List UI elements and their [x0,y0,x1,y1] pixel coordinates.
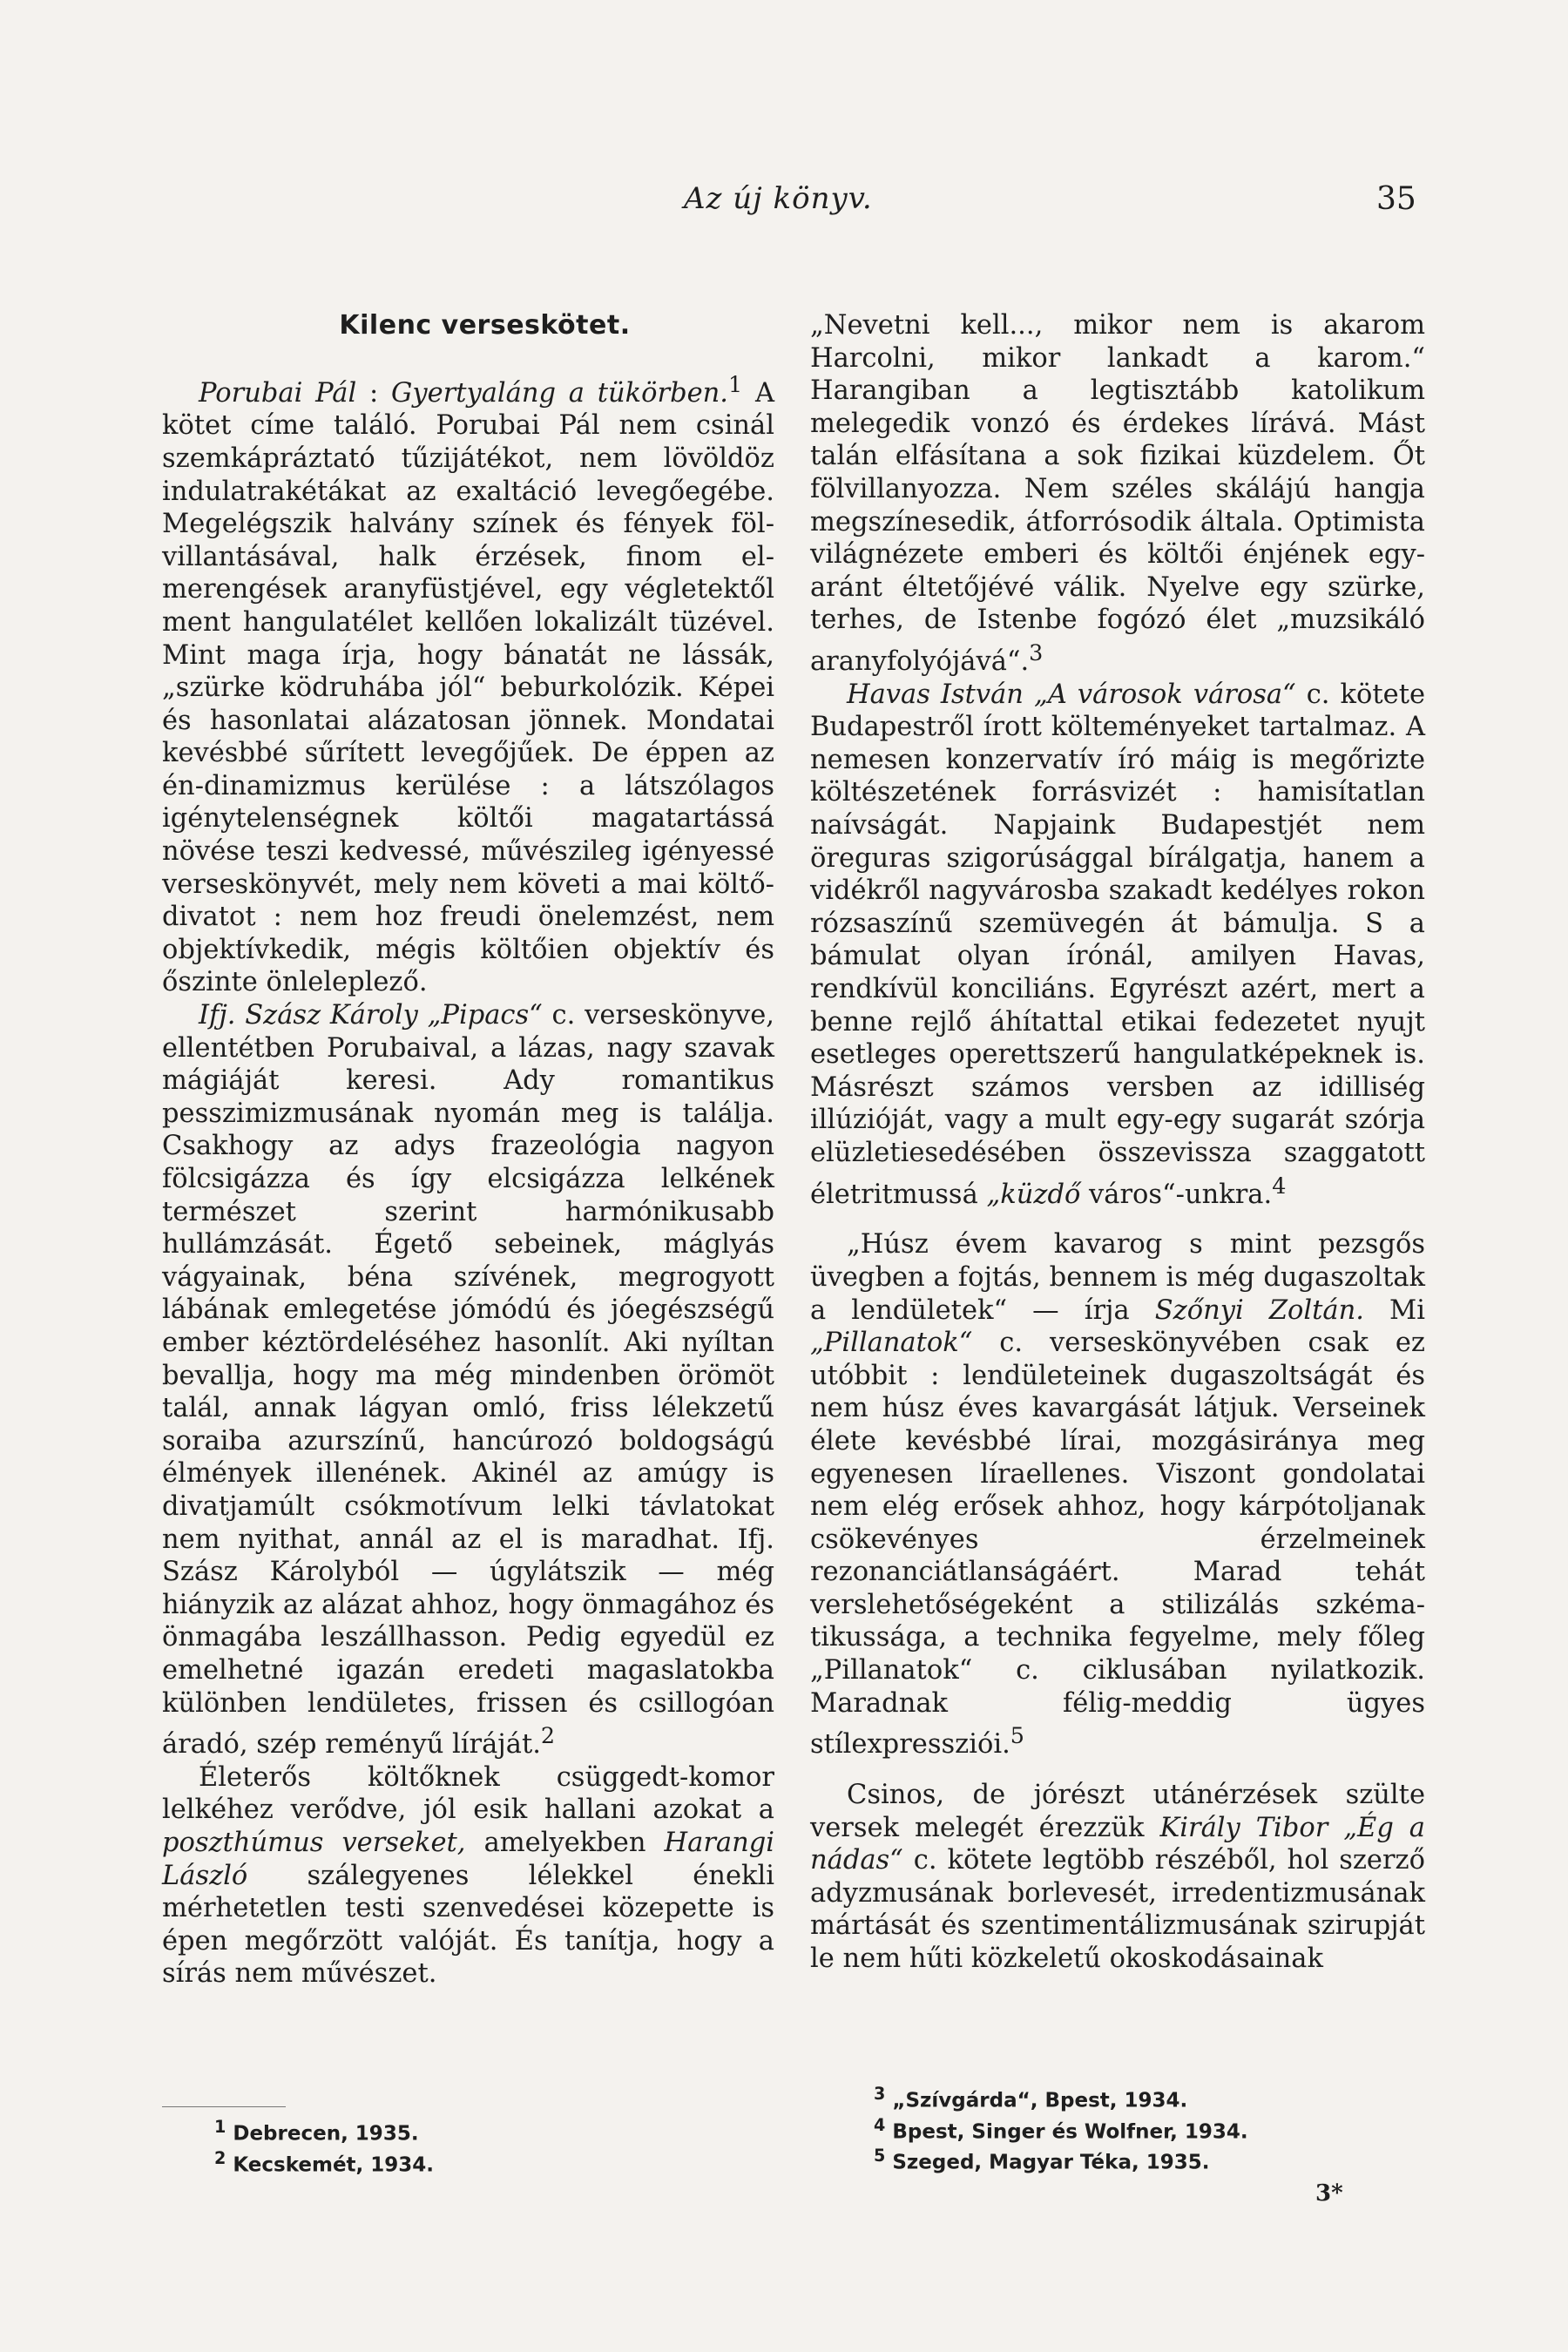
review-szasz: Ifj. Szász Károly „Pipacs“ c. verseskönyve, ellentétben Porubaival, a lázas, nagy szavak mágiáját keresi. Ady romantikus pesszimizmusának nyomán meg is találja. Csakhogy az adys frazeológia nagyon fölcsigázza és így elcsigázza lelkének természet szerint harmónikusabb hullámzását. Égető sebeinek, máglyás vágyainak, béna szívének, megrogyott lábának emlegetése jómódú és jóegészségű ember kéztördeléséhez hasonlít. Aki nyíltan bevallja, hogy ma még mindenben örömöt talál, annak lágyan omló, friss lélekzetű soraiba azurszínű, hancúrozó boldogságú élmények illenének. Akinél az amúgy is divatjamúlt csókmotívum lelki távlatokat nem nyithat, annál az el is maradhat. Ifj. Szász Károlyból — úgylátszik — még hiányzik az alázat ahhoz, hogy önmagához és önmagába leszállhasson. Pedig egyedül ez emelhetné igazán eredeti magaslatokba különben lendületes, frissen és csillogóan áradó, szép reményű líráját.$^2$ [162,1000,775,1761]
book-title: „Ég a nádas“ [810,1812,1425,1876]
author-name: Szőnyi Zoltán. [1154,1294,1364,1326]
footnotes-left [214,2115,434,2177]
footnote: $^1$ Debrecen, 1935. [214,2117,419,2146]
book-title: Gyertyaláng a tükörben. [391,377,729,409]
phrase: poszthúmus verseket, [162,1828,466,1859]
footnote: $^2$ Kecskemét, 1934. [214,2147,435,2177]
book-title: „Pillanatok“ [810,1328,973,1359]
author-name: Porubai Pál [199,377,357,409]
book-title: „Pipacs“ [427,1000,543,1031]
footnote-separator [162,2106,286,2107]
footnote-ref: 4 [1272,1172,1287,1199]
book-title: „A városok városa“ [1034,679,1296,710]
footnote-ref: 1 [728,370,743,397]
review-harangi: Életerős költőknek csüggedt-komor lelkéhez verődve, jól esik hallani azokat a poszthúmus verseket, amelyekben Harangi László szálegyenes lélekkel énekli mérhetetlen testi szenvedései közepette is épen megőrzött valóját. És tanítja, hogy a sírás nem művészet. [162,1761,775,1990]
section-title: Kilenc verseskötet. [339,310,631,341]
footnote-ref: 5 [1010,1722,1024,1749]
signature-mark: 3* [1315,2180,1343,2207]
author-name: Harangi László [162,1828,775,1891]
review-porubai: Porubai Pál : Gyertyaláng a tükörben.$^1$ A kötet címe találó. Porubai Pál nem csinál szemkápráztató tűzijátékot, nem lövöldöz indulatrakétákat az exaltáció levegőegébe. Megelégszik halvány színek és fények fölvillantásával, halk érzések, finom elmerengések aranyfüstjével, egy végletektől ment hangulatélet kellően lokalizált tüzével. Mint maga írja, hogy bánatát ne lássák, „szürke ködruhába jól“ beburkolózik. Képei és hasonlatai alázatosan jönnek. Mondatai kevésbbé sűrített levegőjűek. De éppen az én-dinamizmus kerülése : a látszólagos igénytelenségnek költői magatartássá növése teszi kedvessé, művészileg igényessé verseskönyvét, mely nem követi a mai költő-divatot : nem hoz freudi önelemzést, nem objektívkedik, mégis költőien objektív és őszinte önleleplező. [162,370,774,998]
quote: „küzdő [986,1179,1081,1210]
footnote: $^5$ Szeged, Magyar Téka, 1935. [874,2146,1210,2174]
right-column [810,309,1425,1976]
left-column [162,309,774,1990]
author-name: Ifj. Szász Károly [199,1000,418,1031]
author-name: Király Tibor [1159,1812,1328,1843]
review-kiraly: Csinos, de jórészt utánérzések szülte versek melegét érezzük Király Tibor „Ég a nádas“ c. kötete legtöbb részéből, hol szerző adyzmusának borlevesét, irredentizmusának mártását és szentimentálizmusának szirupját le nem hűti közkeletű okoskodásainak [810,1780,1425,1974]
page-number: 35 [1376,181,1416,217]
review-szonyi: „Húsz évem kavarog s mint pezsgős üvegben a fojtás, bennem is még dugaszoltak a lendületek“ — írja Szőnyi Zoltán. Mi „Pillanatok“ c. verseskönyvében csak ez utóbbit : lendületeinek dugaszoltságát és nem húsz éves kavargását látjuk. Verseinek élete kevésbbé lírai, mozgásiránya meg egyenesen líraellenes. Viszont gondolatai nem elég erősek ahhoz, hogy kárpótoljanak csökevényes érzelmeinek rezonanciátlanságáért. Marad tehát verslehetőségeként a stilizálás szkématikussága, a technika fegyelme, mely főleg „Pillanatok“ c. ciklusában nyilatkozik. Maradnak félig-meddig ügyes stílexpressziói.$^5$ [810,1229,1425,1761]
footnote-ref: 2 [540,1722,556,1749]
footnote: $^4$ Bpest, Singer és Wolfner, 1934. [874,2114,1248,2144]
footnote: $^3$ „Szívgárda“, Bpest, 1934. [874,2084,1188,2112]
review-harangi-cont: „Nevetni kell..., mikor nem is akarom Harcolni, mikor lankadt a karom.“ Harangiban a legtisztább katolikum melegedik vonzó és érdekes lírává. Mást talán elfásítana a sok fizikai küzdelem. Őt fölvillanyozza. Nem széles skálájú hangja megszínesedik, átforrósodik általa. Optimista világnézete emberi és költői énjének egyaránt éltetőjévé válik. Nyelve egy szürke, terhes, de Istenbe fogózó élet „muzsikáló aranyfolyójává“.$^3$ [810,310,1425,678]
author-name: Havas István [847,679,1024,710]
review-havas: Havas István „A városok városa“ c. kötete Budapestről írott költeményeket tartalmaz. A nemesen konzervatív író máig is megőrizte költészetének forrásvizét : hamisítatlan naívságát. Napjaink Budapestjét nem öreguras szigorúsággal bírálgatja, hanem a vidékről nagyvárosba szakadt kedélyes rokon rózsaszínű szemüvegén át bámulja. S a bámulat olyan írónál, amilyen Havas, rendkívül konciliáns. Egyrészt azért, mert a benne rejlő áhítattal etikai fedezetet nyujt esetleges operettszerű hangulatképeknek is. Másrészt számos versben az idilliség illúzióját, vagy a mult egy-egy sugarát szórja elüzletiesedésében összevissza szaggatott életritmussá „küzdő város“-unkra.$^4$ [810,679,1425,1210]
footnote-ref: 3 [1029,639,1044,666]
running-head-title: Az új könyv. [684,181,873,216]
footnotes-right [874,2082,1248,2175]
